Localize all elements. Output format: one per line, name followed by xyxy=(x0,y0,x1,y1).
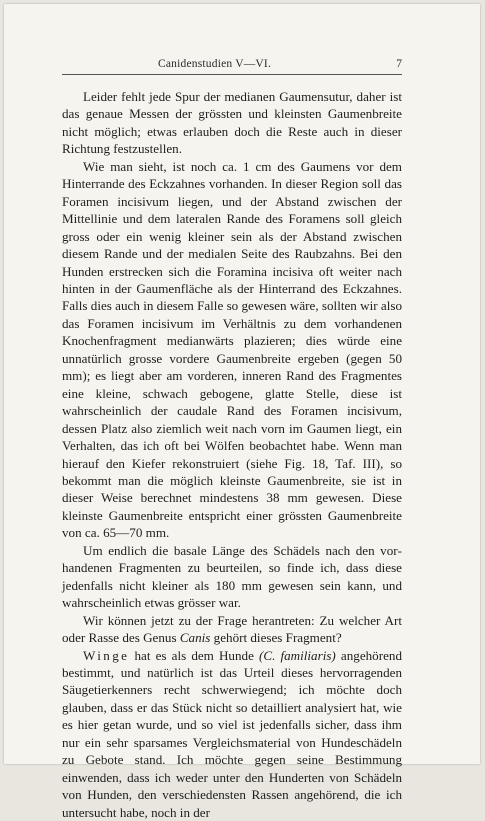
paragraph: Um endlich die basale Länge des Schädels nach den vorhandenen Fragmenten zu beurteilen, so finde ich, dass diese jedenfalls nicht kleiner als 180 mm gewesen sein kann, und wahrscheinlich etwas grösser war. xyxy=(62,542,402,612)
paragraph xyxy=(62,647,402,821)
author-name: Winge xyxy=(83,648,129,663)
genus-name: Canis xyxy=(180,630,211,645)
page-number: 7 xyxy=(396,58,402,70)
paragraph-text: hat es als dem Hunde xyxy=(129,648,259,663)
header-rule xyxy=(62,74,402,75)
paragraph-text: angehörend bestimmt, und natürlich ist das Urteil dieses hervorragenden Säugetierkenners recht schwerwiegend; ich möchte doch glauben, dass er das Stück nicht so detailliert analysiert hat, wie es hier getan wurde, und so viel ist jedenfalls sicher, dass ihm nur ein sehr sparsames Vergleichsmaterial von Hundeschädeln zu Gebote stand. Ich möchte gegen seine Bestimmung einwenden, dass ich weder unter den Hunderten von Schädeln von Hunden, den verschiedensten Rassen angehörend, die ich untersucht habe, noch in der xyxy=(62,648,402,820)
paragraph-text: Wir können jetzt zu der Frage herantreten: Zu welcher Art oder Rasse des Genus xyxy=(62,613,402,645)
paragraph xyxy=(62,612,402,647)
running-title: Canidenstudien V—VI. xyxy=(158,58,271,70)
paragraph-text: gehört dieses Fragment? xyxy=(210,630,341,645)
page xyxy=(4,4,480,764)
paragraph: Leider fehlt jede Spur der medianen Gaumensutur, daher ist das genaue Messen der grössten und kleinsten Gaumenbreite nicht möglich; etwas erlauben doch die Reste auch in dieser Richtung festzustellen. xyxy=(62,88,402,158)
body-text xyxy=(62,88,402,821)
paragraph: Wie man sieht, ist noch ca. 1 cm des Gaumens vor dem Hinterrande des Eckzahnes vorhanden. In dieser Region soll das Foramen incisivum liegen, und der Abstand zwischen der Mittellinie und dem lateralen Rande des Foramens soll gleich gross oder ein wenig kleiner sein als der Abstand zwischen diesem Rande und der medialen Seite des Raubzahns. Bei den Hunden erstrecken sich die Foramina incisiva oft weiter nach hinten in der Gaumenfläche als der Hinterrand des Eckzahnes. Falls dies auch in diesem Falle so gewesen wäre, sollten wir also das Foramen incisivum im Verhältnis zu dem vorhandenen Knochenfragment medianwärts plazieren; dies würde eine unnatürlich grosse vordere Gaumenbreite ergeben (gegen 50 mm); es liegt aber am vorderen, inneren Rand des Fragmentes eine kleine, schwach gebogene, glatte Stelle, diese ist wahrscheinlich der caudale Rand des Foramen incisivum, dessen Platz also ziemlich weit nach vorn im Gaumen liegt, ein Verhalten, das ich oft bei Wölfen beobachtet habe. Wenn man hierauf den Kiefer rekonstruiert (siehe Fig. 18, Taf. III), so bekommt man die möglich kleinste Gaumenbreite, sie ist in dieser Weise berechnet mindestens 38 mm gewesen. Diese kleinste Gaumenbreite entspricht einer grössten Gaumenbreite von ca. 65—70 mm. xyxy=(62,158,402,542)
species-name: (C. familiaris) xyxy=(259,648,336,663)
